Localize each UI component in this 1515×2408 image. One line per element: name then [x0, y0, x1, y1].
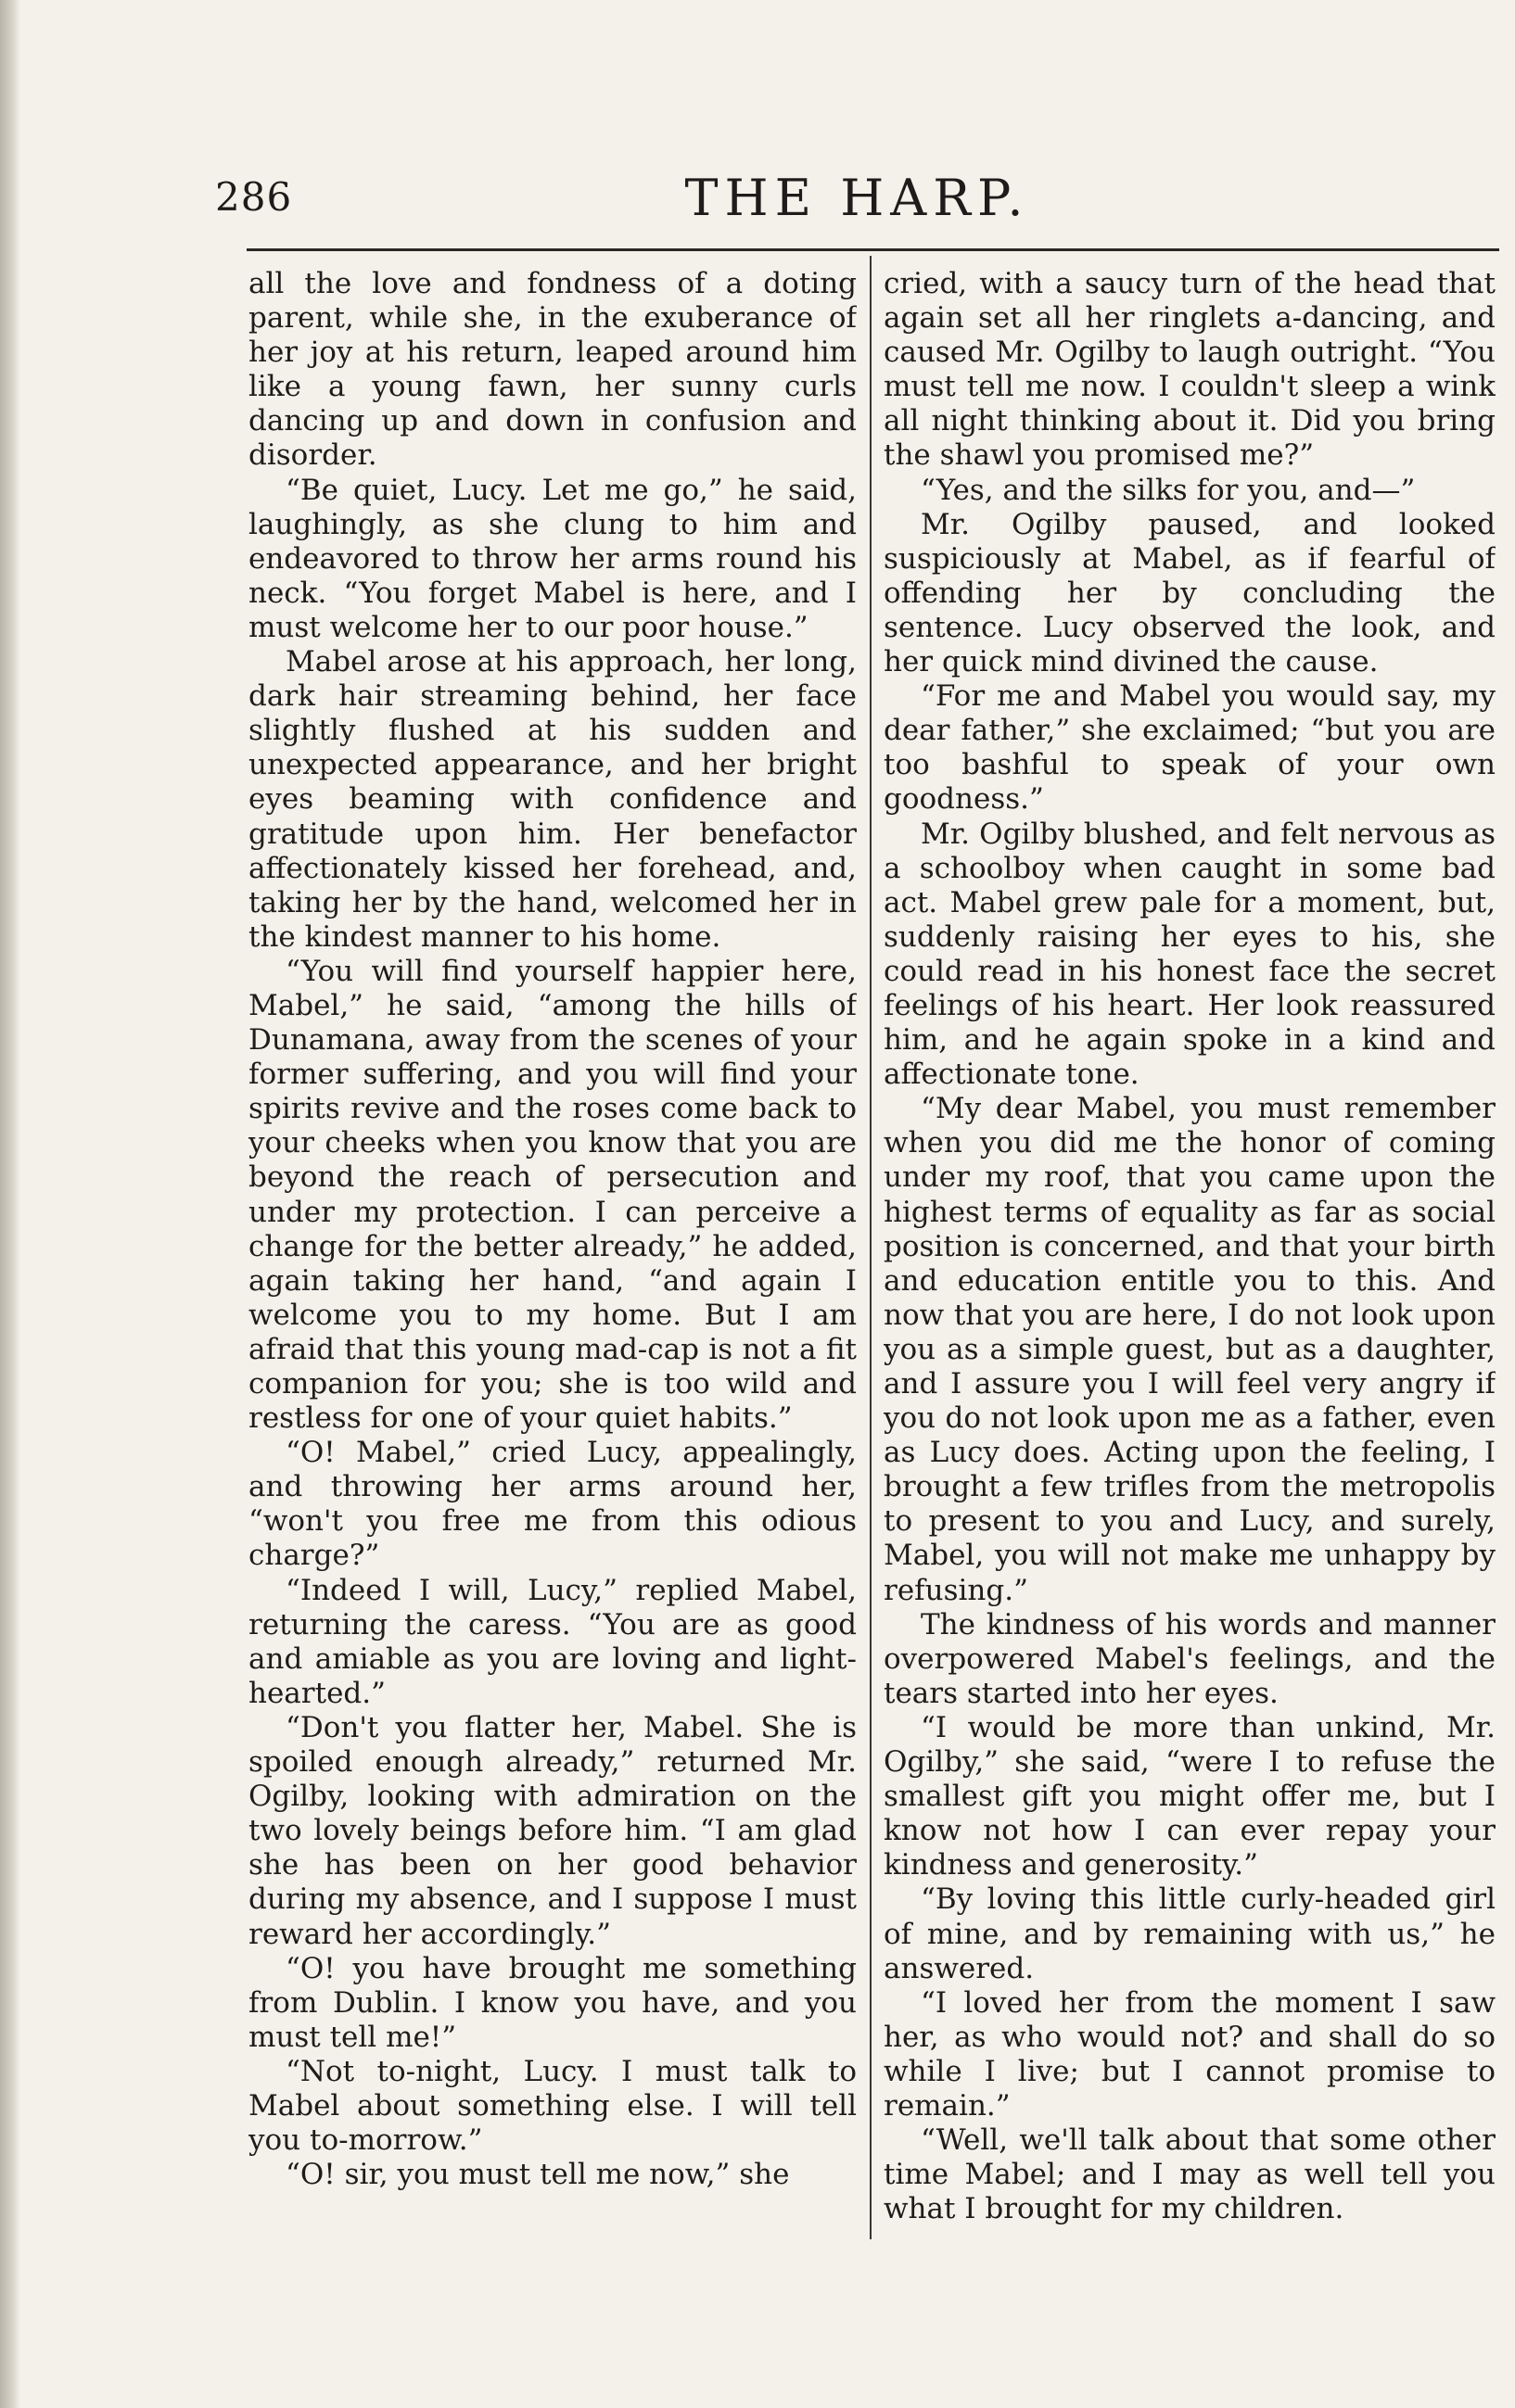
- paragraph: “Not to-night, Lucy. I must talk to Mabel about something else. I will tell you to-morrow.”: [248, 2054, 857, 2158]
- paragraph: “O! Mabel,” cried Lucy, appealingly, and throwing her arms around her, “won't you free me from this odious charge?”: [248, 1436, 857, 1573]
- left-column: [248, 267, 857, 2232]
- paragraph: cried, with a saucy turn of the head that again set all her ringlets a-dancing, and caused Mr. Ogilby to laugh outright. “You must tell me now. I couldn't sleep a wink all night thinking about it. Did you bring the shawl you promised me?”: [884, 267, 1496, 473]
- paragraph: “I loved her from the moment I saw her, as who would not? and shall do so while I live; but I cannot promise to remain.”: [884, 1985, 1496, 2123]
- paragraph: “By loving this little curly-headed girl of mine, and by remaining with us,” he answered.: [884, 1882, 1496, 1985]
- paragraph: all the love and fondness of a doting parent, while she, in the exuberance of her joy at his return, leaped around him like a young fawn, her sunny curls dancing up and down in confusion and disorder.: [248, 267, 857, 473]
- paragraph: “O! sir, you must tell me now,” she: [286, 2158, 790, 2192]
- paragraph: Mabel arose at his approach, her long, dark hair streaming behind, her face slightly flushed at his sudden and unexpected appearance, and her bright eyes beaming with confidence and gratitude upon him. Her benefactor affectionately kissed her forehead, and, taking her by the hand, welcomed her in the kindest manner to his home.: [248, 645, 857, 954]
- right-column: [884, 267, 1496, 2232]
- paragraph: “I would be more than unkind, Mr. Ogilby,” she said, “were I to refuse the smallest gift you might offer me, but I know not how I can ever repay your kindness and generosity.”: [884, 1710, 1496, 1882]
- page-number: 286: [215, 174, 293, 220]
- paragraph: Mr. Ogilby paused, and looked suspiciously at Mabel, as if fearful of offending her by concluding the sentence. Lucy observed the look, and her quick mind divined the cause.: [884, 507, 1496, 679]
- binding-edge: [0, 0, 20, 2408]
- paragraph: “Be quiet, Lucy. Let me go,” he said, laughingly, as she clung to him and endeavored to throw her arms round his neck. “You forget Mabel is here, and I must welcome her to our poor house.”: [248, 473, 857, 644]
- paragraph: “Well, we'll talk about that some other time Mabel; and I may as well tell you what I brought for my children.: [884, 2123, 1496, 2226]
- paragraph: “For me and Mabel you would say, my dear father,” she exclaimed; “but you are too bashful to speak of your own goodness.”: [884, 679, 1496, 817]
- running-title: THE HARP.: [684, 169, 1030, 227]
- paragraph: Mr. Ogilby blushed, and felt nervous as a schoolboy when caught in some bad act. Mabel grew pale for a moment, but, suddenly raising her eyes to his, she could read in his honest face the secret feelings of his heart. Her look reassured him, and he again spoke in a kind and affectionate tone.: [884, 817, 1496, 1092]
- paragraph: “You will find yourself happier here, Mabel,” he said, “among the hills of Dunamana, away from the scenes of your former suffering, and you will find your spirits revive and the roses come back to your cheeks when you know that you are beyond the reach of persecution and under my protection. I can perceive a change for the better already,” he added, again taking her hand, “and again I welcome you to my home. But I am afraid that this young mad-cap is not a fit companion for you; she is too wild and restless for one of your quiet habits.”: [248, 954, 857, 1436]
- paragraph: “Indeed I will, Lucy,” replied Mabel, returning the caress. “You are as good and amiable as you are loving and light-hearted.”: [248, 1573, 857, 1710]
- paragraph: “Don't you flatter her, Mabel. She is spoiled enough already,” returned Mr. Ogilby, looking with admiration on the two lovely beings before him. “I am glad she has been on her good behavior during my absence, and I suppose I must reward her accordingly.”: [248, 1710, 857, 1951]
- header-rule: [247, 248, 1499, 251]
- page-header: [215, 165, 1499, 248]
- paragraph: “Yes, and the silks for you, and—”: [921, 473, 1416, 507]
- paragraph: The kindness of his words and manner overpowered Mabel's feelings, and the tears started into her eyes.: [884, 1607, 1496, 1710]
- column-divider: [870, 256, 872, 2239]
- paragraph: “O! you have brought me something from Dublin. I know you have, and you must tell me!”: [248, 1951, 857, 2054]
- paragraph: “My dear Mabel, you must remember when you did me the honor of coming under my roof, that you came upon the highest terms of equality as far as social position is concerned, and that your birth and education entitle you to this. And now that you are here, I do not look upon you as a simple guest, but as a daughter, and I assure you I will feel very angry if you do not look upon me as a father, even as Lucy does. Acting upon the feeling, I brought a few trifles from the metropolis to present to you and Lucy, and surely, Mabel, you will not make me unhappy by refusing.”: [884, 1092, 1496, 1607]
